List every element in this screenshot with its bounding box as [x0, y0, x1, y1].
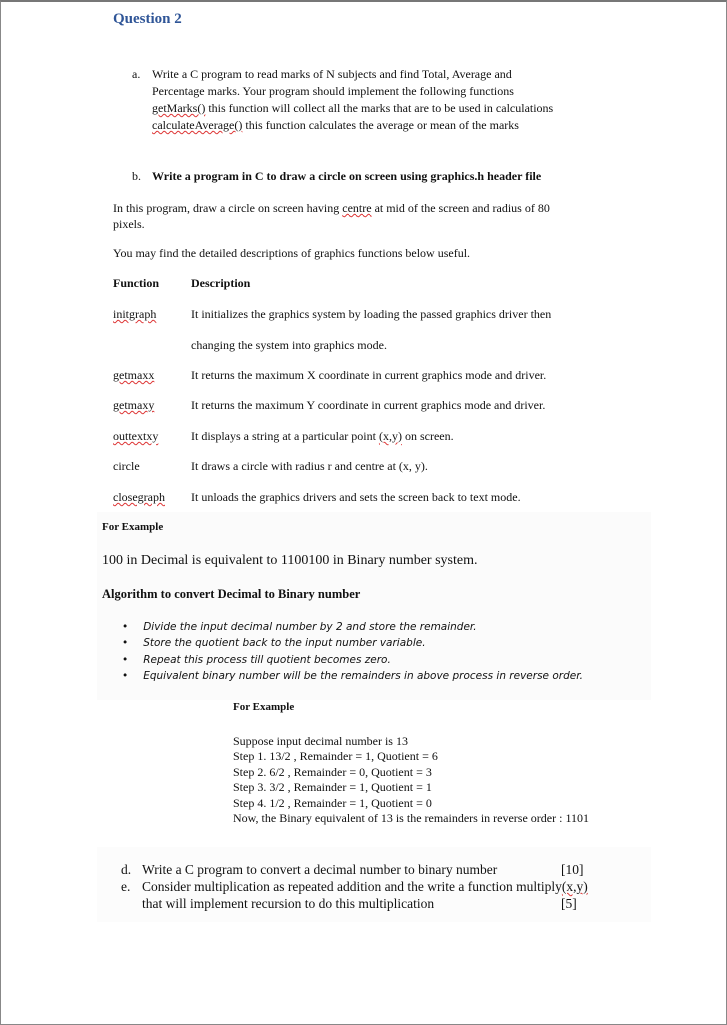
bullet-text: Repeat this process till quotient becomes zero. [143, 654, 391, 666]
row-desc-2: changing the system into graphics mode. [191, 338, 387, 352]
row-desc: It draws a circle with radius r and centre at (x, y). [191, 459, 428, 473]
fn-calcavg: calculateAverage() [152, 118, 243, 132]
marker-d: d. [121, 862, 132, 877]
question-d: Write a C program to convert a decimal number to binary number [142, 862, 498, 877]
row-fn: outtextxy [113, 429, 159, 443]
example1-heading: For Example [102, 521, 164, 533]
row-desc: It initializes the graphics system by loading the passed graphics driver then [191, 307, 552, 321]
bullet-text: Equivalent binary number will be the remainders in above process in reverse order. [143, 670, 583, 682]
row-desc: It returns the maximum X coordinate in current graphics mode and driver. [191, 368, 547, 382]
header-description: Description [191, 276, 251, 290]
a-line-3 [152, 100, 553, 117]
intro-post: at mid of the screen and radius of 80 [371, 201, 550, 215]
step-line: Now, the Binary equivalent of 13 is the remainders in reverse order : 1101 [233, 811, 590, 825]
fn-getmarks: getMarks() [152, 101, 206, 115]
step-line: Step 4. 1/2 , Remainder = 1, Quotient = 0 [233, 796, 432, 810]
example2-heading: For Example [233, 701, 295, 713]
step-line: Step 3. 3/2 , Remainder = 1, Quotient = 1 [233, 780, 432, 794]
question-e-line-2: that will implement recursion to do this multiplication [142, 896, 435, 911]
row-desc: It returns the maximum Y coordinate in current graphics mode and driver. [191, 398, 546, 412]
marks-e: [5] [561, 896, 577, 911]
question-e-args: (x,y) [561, 879, 588, 894]
fn-calcavg-desc: this function calculates the average or mean of the marks [242, 118, 519, 132]
marker-b: b. [132, 169, 141, 183]
intro-pre: In this program, draw a circle on screen having [113, 201, 343, 215]
fn-getmarks-desc: this function will collect all the marks that are to be used in calculations [205, 101, 554, 115]
question-title: Question 2 [113, 11, 182, 27]
example1-text: 100 in Decimal is equivalent to 1100100 in Binary number system. [102, 553, 478, 568]
intro-centre: centre [342, 201, 372, 215]
question-e [142, 879, 588, 895]
row-fn: getmaxy [113, 398, 155, 412]
header-function: Function [113, 276, 160, 290]
step-line: Suppose input decimal number is 13 [233, 734, 408, 748]
list-item: • Repeat this process till quotient becomes zero. [122, 654, 391, 666]
desc-xy: (x,y) [378, 429, 402, 443]
row-fn: initgraph [113, 307, 157, 321]
step-line: Step 2. 6/2 , Remainder = 0, Quotient = 3 [233, 765, 432, 779]
bullet-text: Divide the input decimal number by 2 and store the remainder. [143, 621, 477, 633]
intro-line-1 [113, 200, 550, 217]
intro-line-2: pixels. [113, 217, 145, 231]
row-desc [191, 428, 454, 445]
a-line-2: Percentage marks. Your program should implement the following functions [152, 84, 514, 98]
row-desc: It unloads the graphics drivers and sets the screen back to text mode. [191, 490, 521, 504]
list-item: • Equivalent binary number will be the remainders in above process in reverse order. [122, 670, 583, 682]
question-e-text: Consider multiplication as repeated addition and the write a function multiply [142, 879, 562, 894]
desc-pre: It displays a string at a particular point [191, 429, 379, 443]
step-line: Step 1. 13/2 , Remainder = 1, Quotient = 6 [233, 749, 438, 763]
a-line-1: Write a C program to read marks of N subjects and find Total, Average and [152, 67, 512, 81]
bullet-text: Store the quotient back to the input number variable. [143, 637, 426, 649]
list-item: • Divide the input decimal number by 2 and store the remainder. [122, 621, 477, 633]
desc-post: on screen. [401, 429, 454, 443]
useful-text: You may find the detailed descriptions of graphics functions below useful. [113, 246, 471, 260]
row-fn: getmaxx [113, 368, 155, 382]
marker-a: a. [132, 67, 141, 81]
row-fn: circle [113, 459, 140, 473]
marks-d: [10] [561, 862, 584, 877]
row-fn: closegraph [113, 490, 165, 504]
list-item: • Store the quotient back to the input number variable. [122, 637, 426, 649]
question-b: Write a program in C to draw a circle on screen using graphics.h header file [152, 169, 542, 183]
a-line-4 [152, 117, 519, 134]
marker-e: e. [121, 879, 131, 894]
algorithm-heading: Algorithm to convert Decimal to Binary number [102, 587, 361, 601]
